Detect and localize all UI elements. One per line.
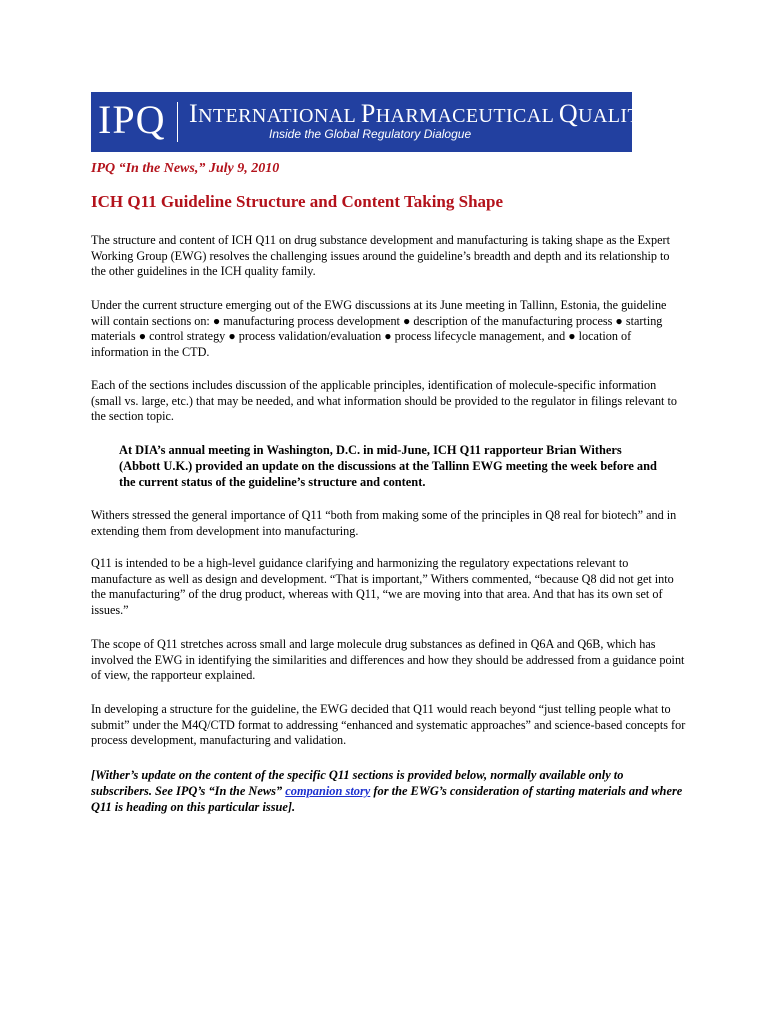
banner-title-cap: Q [558, 99, 579, 128]
banner-title-cap: P [360, 99, 376, 128]
banner-title-rest: NTERNATIONAL [198, 105, 361, 127]
banner-subtitle: Inside the Global Regulatory Dialogue [269, 127, 472, 141]
body-paragraph: In developing a structure for the guideline, the EWG decided that Q11 would reach beyond “just telling people what to submit” under the M4Q/CTD format to addressing “enhanced and systematic approaches” and science-based concepts for process development, manufacturing and validation. [91, 702, 686, 748]
companion-story-link[interactable]: companion story [285, 784, 371, 798]
banner-title-rest: HARMACEUTICAL [375, 105, 559, 127]
body-paragraph: The structure and content of ICH Q11 on drug substance development and manufacturing is taking shape as the Expert Working Group (EWG) resolves the challenging issues around the guideline’s breadth and depth and its relationship to the other guidelines in the ICH quality family. [91, 233, 670, 279]
note-text: [Wither’s update on the content of the specific Q11 sections is provided below, normally available only to subscribers. See IPQ’s “In the News” [91, 768, 624, 798]
subscriber-note [91, 767, 687, 815]
ipq-logo: IPQ [98, 97, 166, 142]
highlight-paragraph: At DIA’s annual meeting in Washington, D.C. in mid-June, ICH Q11 rapporteur Brian Withers (Abbott U.K.) provided an update on the discussions at the Tallinn EWG meeting the week before and the current status of the guideline’s structure and content. [119, 443, 657, 489]
headline: ICH Q11 Guideline Structure and Content Taking Shape [91, 192, 504, 211]
body-paragraph: Withers stressed the general importance of Q11 “both from making some of the principles in Q8 real for biotech” and in extending them from development into manufacturing. [91, 508, 677, 538]
ipq-banner [91, 92, 655, 152]
body-paragraph: Each of the sections includes discussion of the applicable principles, identification of molecule-specific information (small vs. large, etc.) that may be needed, and what information should be provided to the regulator in filings relevant to the section topic. [91, 378, 677, 424]
banner-divider [177, 102, 178, 142]
banner-title [189, 99, 655, 128]
banner-title-rest: UALITY [578, 105, 655, 127]
dateline: IPQ “In the News,” July 9, 2010 [91, 161, 280, 176]
note-text: for the EWG’s consideration of starting materials and where Q11 is heading on this particular issue]. [91, 784, 683, 814]
body-paragraph: Under the current structure emerging out of the EWG discussions at its June meeting in Tallinn, Estonia, the guideline will contain sections on: ● manufacturing process development ● description of the manufacturing process ● starting materials ● control strategy ● process validation/evaluation ● process lifecycle management, and ● location of information in the CTD. [91, 298, 667, 359]
banner-title-cap: I [189, 99, 199, 128]
body-paragraph: The scope of Q11 stretches across small and large molecule drug substances as defined in Q6A and Q6B, which has involved the EWG in identifying the similarities and differences and how they should be addressed from a guidance point of view, the rapporteur explained. [91, 637, 685, 683]
body-paragraph: Q11 is intended to be a high-level guidance clarifying and harmonizing the regulatory expectations relevant to manufacture as well as design and development. “That is important,” Withers commented, “because Q8 did not get into the manufacturing” of the drug product, whereas with Q11, “we are moving into that area. And that has its own set of issues.” [91, 556, 674, 617]
